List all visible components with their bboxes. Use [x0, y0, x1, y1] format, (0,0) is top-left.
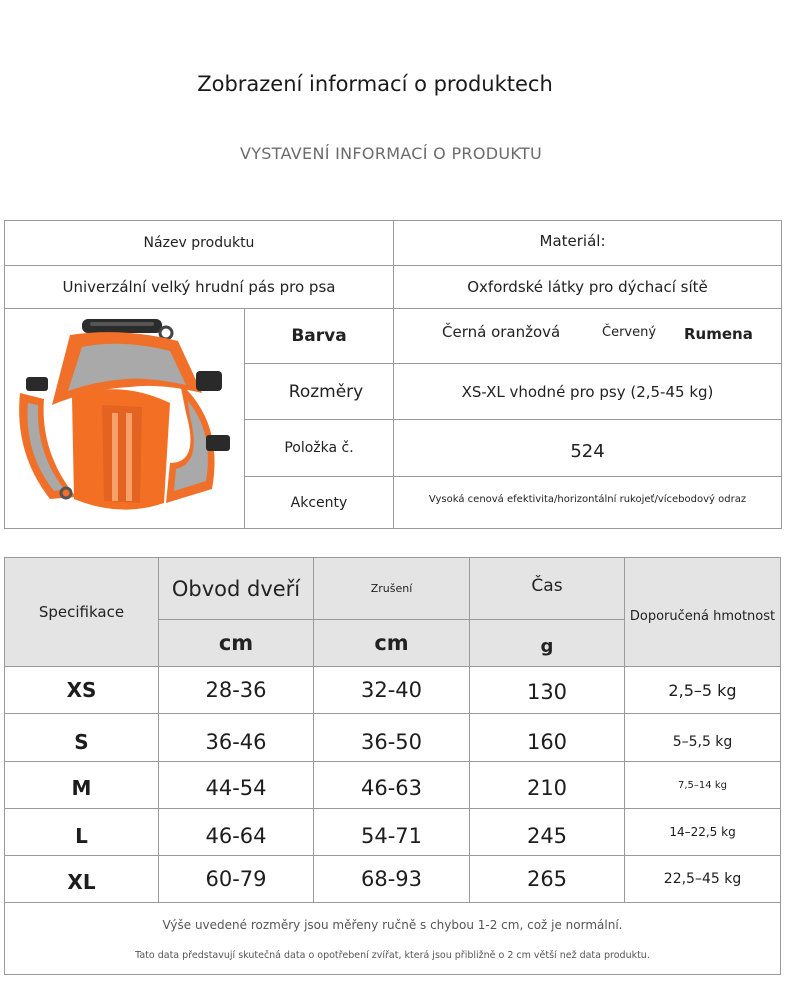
row-col1: 44-54: [205, 776, 267, 800]
color-option-red: Červený: [602, 325, 657, 340]
item-number-label: Položka č.: [284, 440, 354, 456]
row-col2: 46-63: [360, 776, 423, 800]
color-option-yellow: Rumena: [684, 325, 753, 343]
row-col3: 265: [526, 867, 568, 891]
size-label: Rozměry: [288, 381, 364, 402]
row-col2: 54-71: [360, 824, 423, 848]
color-option-black-orange: Černá oranžová: [442, 323, 561, 341]
color-label: Barva: [291, 326, 347, 346]
row-col1: 36-46: [205, 730, 267, 754]
product-name-value: Univerzální velký hrudní pás pro psa: [62, 278, 336, 296]
color-options: [394, 309, 781, 363]
row-col1: 28-36: [205, 678, 267, 702]
row-col3: 160: [526, 730, 568, 754]
unit-cm-2: cm: [374, 631, 409, 655]
row-weight: 7,5–14 kg: [678, 779, 727, 791]
item-number-value: 524: [570, 440, 605, 462]
row-col3: 210: [526, 776, 568, 800]
header-spec: Specifikace: [38, 603, 125, 621]
page-subtitle: VYSTAVENÍ INFORMACÍ O PRODUKTU: [239, 144, 542, 163]
harness-image: [5, 309, 244, 528]
unit-cm-1: cm: [218, 631, 254, 655]
product-name-label: Název produktu: [143, 235, 255, 251]
header-recommended-weight: Doporučená hmotnost: [629, 608, 776, 624]
header-cancel: Zrušení: [370, 582, 413, 595]
wear-data-note: Tato data představují skutečná data o opotřebení zvířat, která jsou přibližně o 2 cm větší než data produktu.: [135, 949, 650, 961]
header-time: Čas: [531, 576, 563, 596]
row-col1: 46-64: [205, 824, 267, 848]
material-value: Oxfordské látky pro dýchací sítě: [467, 278, 708, 296]
row-col1: 60-79: [205, 867, 267, 891]
row-weight: 14–22,5 kg: [669, 825, 736, 839]
row-weight: 5–5,5 kg: [672, 734, 733, 750]
accents-label: Akcenty: [290, 494, 348, 511]
accents-value: Vysoká cenová efektivita/horizontální rukojeť/vícebodový odraz: [428, 493, 747, 505]
row-col3: 245: [526, 824, 568, 848]
row-size: S: [74, 730, 89, 754]
row-weight: 2,5–5 kg: [668, 680, 737, 700]
harness-icon: [10, 313, 240, 525]
row-size: M: [71, 776, 92, 800]
measurement-note: Výše uvedené rozměry jsou měřeny ručně s chybou 1-2 cm, což je normální.: [162, 918, 623, 932]
unit-g: g: [540, 635, 554, 657]
page-title: Zobrazení informací o produktech: [197, 72, 553, 96]
size-spec-table: [4, 557, 781, 975]
material-label: Materiál:: [539, 232, 606, 250]
row-size: L: [75, 824, 88, 848]
row-col2: 36-50: [360, 730, 423, 754]
row-size: XS: [66, 678, 97, 702]
row-col2: 32-40: [360, 678, 423, 702]
size-value: XS-XL vhodné pro psy (2,5-45 kg): [461, 382, 714, 401]
row-weight: 22,5–45 kg: [663, 871, 742, 887]
row-col2: 68-93: [360, 867, 423, 891]
row-col3: 130: [526, 680, 568, 704]
header-circumference: Obvod dveří: [171, 576, 301, 601]
product-info-table: [4, 220, 782, 529]
row-size: XL: [67, 870, 96, 894]
